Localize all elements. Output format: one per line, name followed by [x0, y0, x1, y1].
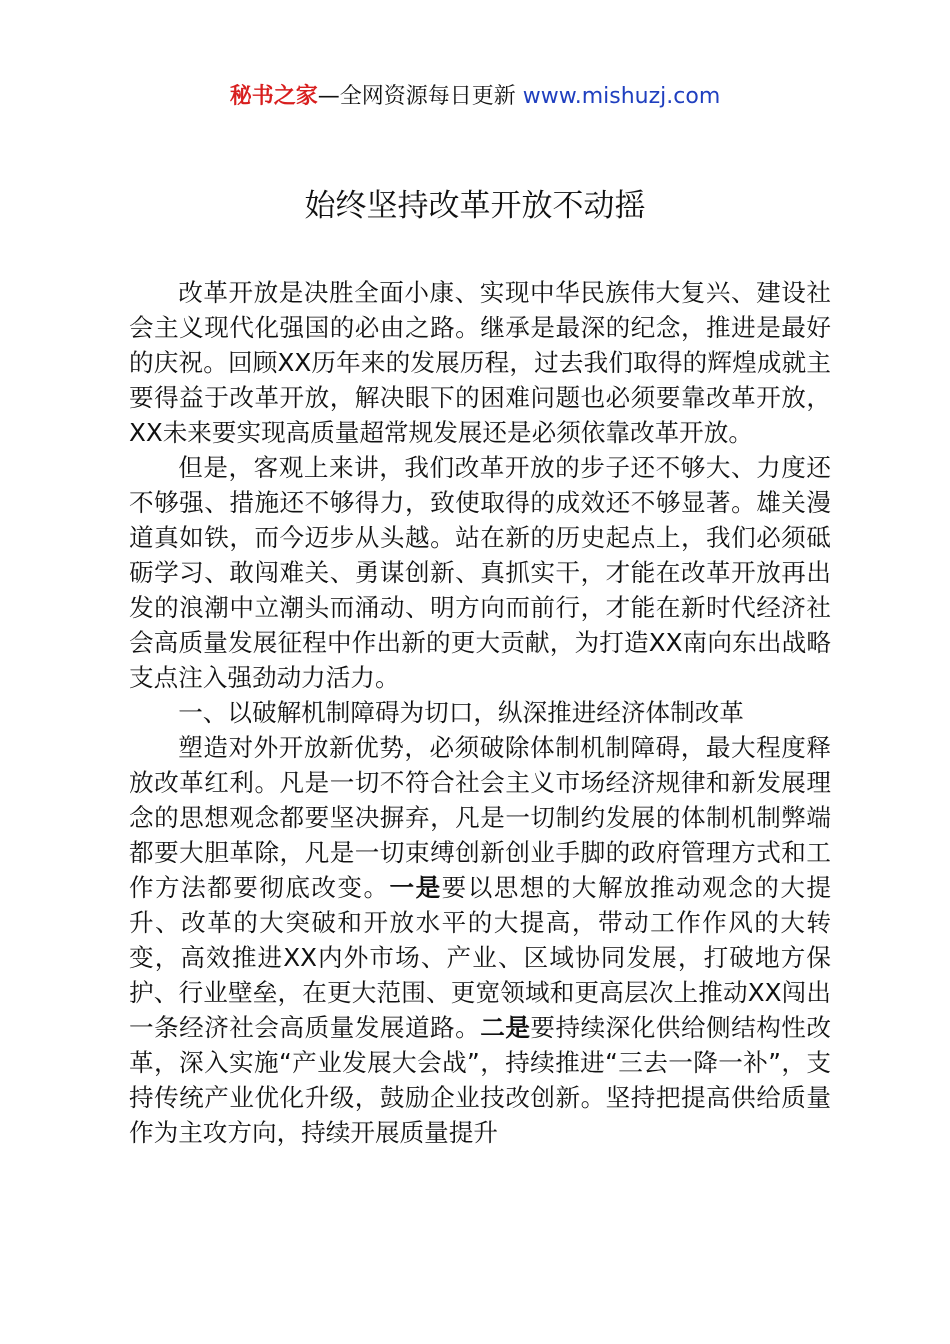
paragraph-intro: 改革开放是决胜全面小康、实现中华民族伟大复兴、建设社会主义现代化强国的必由之路。继承是最深的纪念，推进是最好的庆祝。回顾XX历年来的发展历程，过去我们取得的辉煌成就主要得益于改革开放，解决眼下的困难问题也必须要靠改革开放，XX未来要实现高质量超常规发展还是必须依靠改革开放。: [129, 278, 831, 447]
bold-marker-second: 二是: [480, 1013, 531, 1042]
paragraph-text: 要持续深化供给侧结构性改革，深入实施“产业发展大会战”，持续推进“三去一降一补”，支持传统产业优化升级，鼓励企业技改创新。坚持把提高供给质量作为主攻方向，持续开展质量提升: [129, 1013, 831, 1147]
site-header: [0, 82, 950, 112]
document-title: 始终坚持改革开放不动摇: [304, 188, 646, 224]
paragraph-situation: 但是，客观上来讲，我们改革开放的步子还不够大、力度还不够强、措施还不够得力，致使取得的成效还不够显著。雄关漫道真如铁，而今迈步从头越。站在新的历史起点上，我们必须砥砺学习、敢闯难关、勇谋创新、真抓实干，才能在改革开放再出发的浪潮中立潮头而涌动、明方向而前行，才能在新时代经济社会高质量发展征程中作出新的更大贡献，为打造XX南向东出战略支点注入强劲动力活力。: [129, 453, 831, 692]
paragraph-text: 塑造对外开放新优势，必须破除体制机制障碍，最大程度释放改革红利。凡是一切不符合社会主义市场经济规律和新发展理念的思想观念都要坚决摒弃，凡是一切制约发展的体制机制弊端都要大胆革除，凡是一切束缚创新创业手脚的政府管理方式和工作方法都要彻底改变。: [129, 733, 831, 902]
bold-marker-first: 一是: [389, 873, 442, 902]
paragraph-reform: [129, 730, 831, 1150]
paragraph-text: 要以思想的大解放推动观念的大提升、改革的大突破和开放水平的大提高，带动工作作风的大转变，高效推进XX内外市场、产业、区域协同发展，打破地方保护、行业壁垒，在更大范围、更宽领域和更高层次上推动XX闯出一条经济社会高质量发展道路。: [129, 873, 831, 1042]
site-url-link[interactable]: www.mishuzj.com: [522, 84, 721, 109]
site-brand: 秘书之家: [229, 84, 318, 109]
section-heading-1: 一、以破解机制障碍为切口，纵深推进经济体制改革: [178, 698, 744, 727]
site-tagline: —全网资源每日更新: [317, 84, 523, 109]
document-body: [129, 275, 831, 1150]
